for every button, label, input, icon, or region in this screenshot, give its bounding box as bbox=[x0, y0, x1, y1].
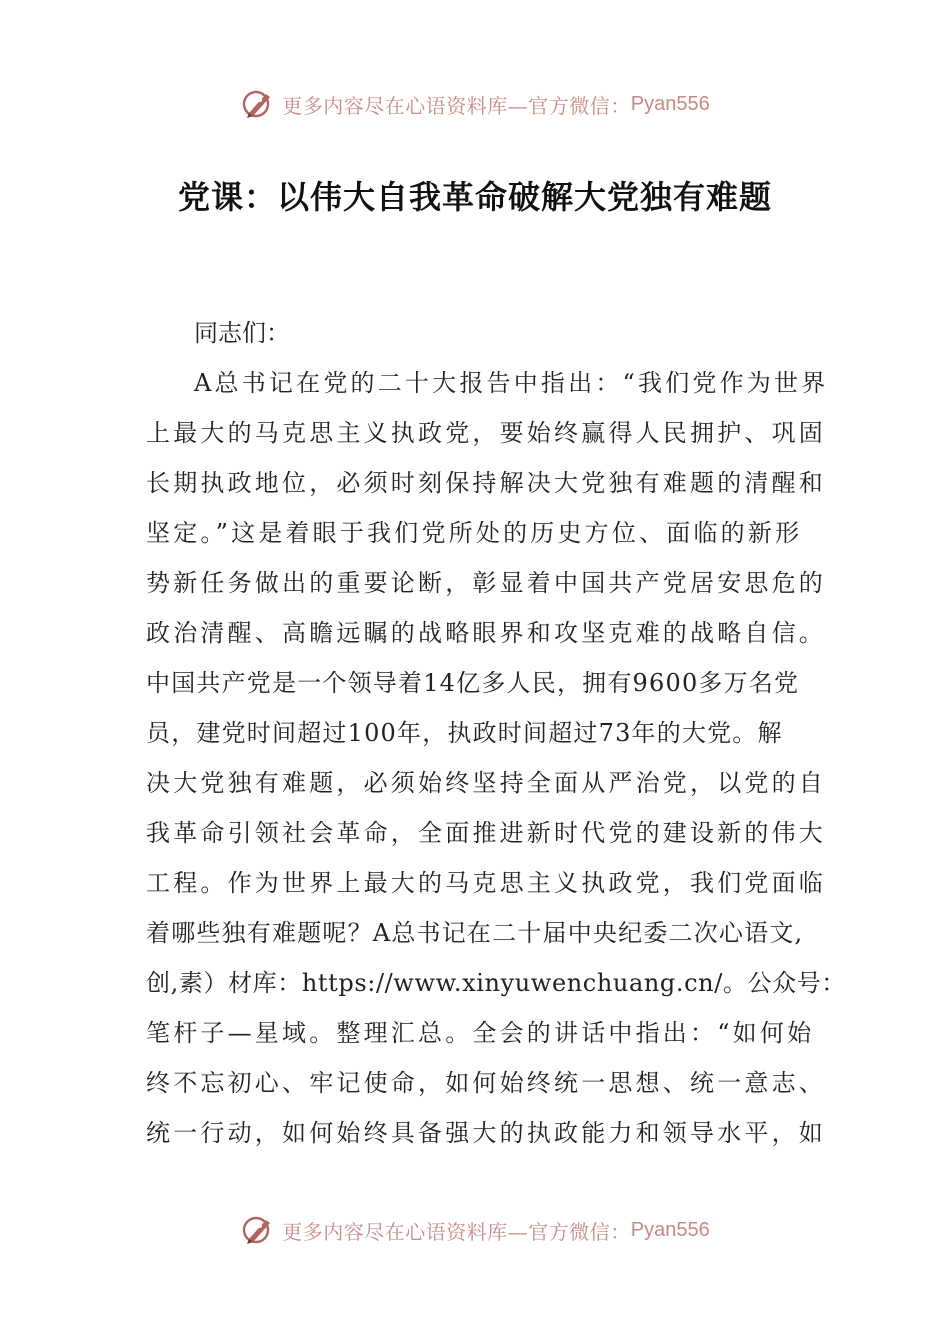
body-line: 着哪些独有难题呢？A总书记在二十届中央纪委二次心语文, bbox=[146, 919, 804, 947]
body-line: 中国共产党是一个领导着14亿多人民，拥有9600多万名党 bbox=[146, 669, 800, 697]
body-line: 我革命引领社会革命，全面推进新时代党的建设新的伟大 bbox=[146, 819, 826, 847]
body-line-url: 创,素）材库：https://www.xinyuwenchuang.cn/。公众号： bbox=[146, 969, 846, 997]
body-line: 员，建党时间超过100年，执政时间超过73年的大党。解 bbox=[146, 719, 783, 747]
watermark-text: 更多内容尽在心语资料库—官方微信： bbox=[282, 1219, 631, 1244]
watermark-wechat-id: Pyan556 bbox=[630, 1218, 710, 1241]
header-watermark bbox=[0, 84, 950, 124]
document-title: 党课：以伟大自我革命破解大党独有难题 bbox=[177, 178, 772, 216]
footer-watermark bbox=[0, 1210, 950, 1250]
salutation: 同志们： bbox=[194, 319, 290, 347]
watermark-text: 更多内容尽在心语资料库—官方微信： bbox=[282, 93, 631, 118]
watermark-wechat-id: Pyan556 bbox=[630, 92, 710, 115]
body-line: 政治清醒、高瞻远瞩的战略眼界和攻坚克难的战略自信。 bbox=[146, 619, 826, 647]
body-line: 坚定。”这是着眼于我们党所处的历史方位、面临的新形 bbox=[146, 519, 803, 547]
pen-logo-icon bbox=[240, 86, 276, 122]
pen-logo-icon bbox=[240, 1212, 276, 1248]
body-line: 长期执政地位，必须时刻保持解决大党独有难题的清醒和 bbox=[146, 469, 826, 497]
body-line: 统一行动，如何始终具备强大的执政能力和领导水平，如 bbox=[146, 1119, 826, 1147]
body-line: 决大党独有难题，必须始终坚持全面从严治党，以党的自 bbox=[146, 769, 826, 797]
body-line: 势新任务做出的重要论断，彰显着中国共产党居安思危的 bbox=[146, 569, 826, 597]
body-line: 笔杆子—星域。整理汇总。全会的讲话中指出：“如何始 bbox=[146, 1019, 815, 1047]
body-line: 工程。作为世界上最大的马克思主义执政党，我们党面临 bbox=[146, 869, 826, 897]
body-line: 上最大的马克思主义执政党，要始终赢得人民拥护、巩固 bbox=[146, 419, 826, 447]
body-line: A总书记在党的二十大报告中指出：“我们党作为世界 bbox=[194, 369, 829, 397]
body-line: 终不忘初心、牢记使命，如何始终统一思想、统一意志、 bbox=[146, 1069, 826, 1097]
document-body bbox=[146, 308, 846, 1158]
